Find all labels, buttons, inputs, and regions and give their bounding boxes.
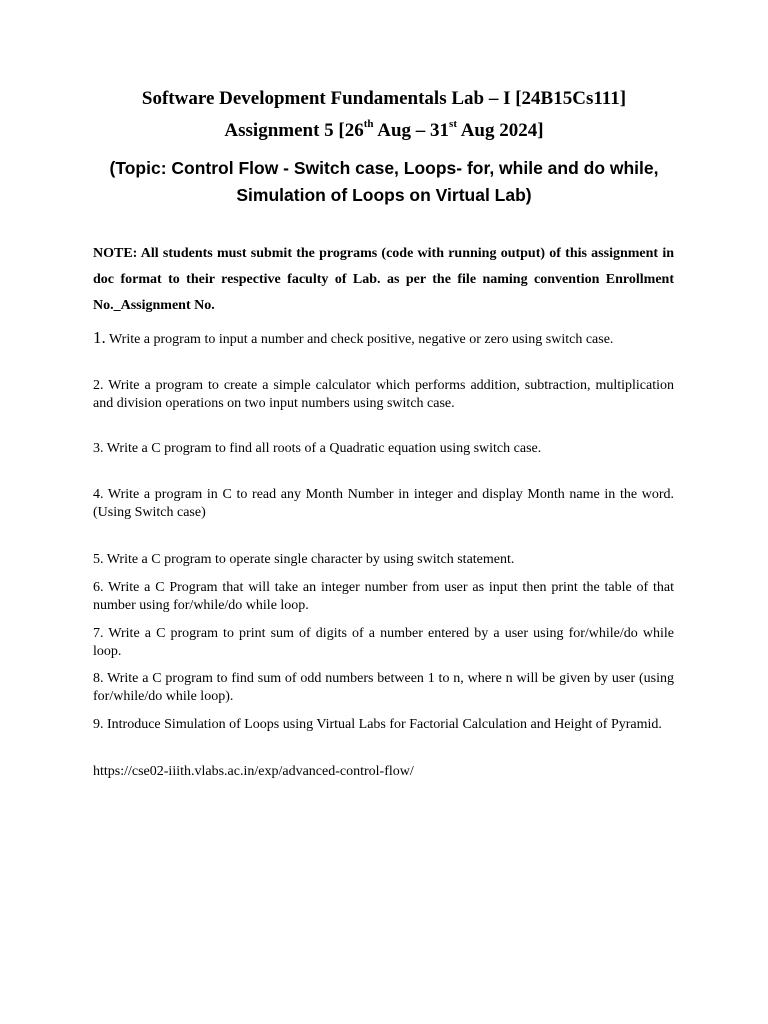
assignment-title-part: Aug 2024] — [457, 120, 544, 141]
question-item — [93, 551, 674, 569]
question-text: Write a program to input a number and check positive, negative or zero using switch case. — [105, 332, 614, 347]
document-title: Software Development Fundamentals Lab – I [24B15Cs111] — [141, 88, 627, 109]
question-number: 2. — [93, 378, 104, 393]
question-number: 7. — [93, 626, 104, 641]
question-item — [93, 377, 674, 413]
question-text: Write a C program to print sum of digits of a number entered by a user using for/while/do while loop. — [93, 626, 674, 659]
question-item — [93, 486, 674, 522]
assignment-title-part: Assignment 5 [26 — [224, 120, 364, 141]
topic-line: (Topic: Control Flow - Switch case, Loops- for, while and do while, — [109, 158, 659, 178]
question-item — [93, 329, 674, 349]
question-number: 3. — [93, 441, 104, 456]
topic-heading — [60, 155, 708, 209]
virtual-lab-link[interactable]: https://cse02-iiith.vlabs.ac.in/exp/advanced-control-flow/ — [93, 764, 414, 779]
superscript: th — [363, 118, 374, 130]
question-item — [93, 440, 674, 458]
submission-note: NOTE: All students must submit the programs (code with running output) of this assignment in doc format to their respective faculty of Lab. as per the file naming convention Enrollment No._Assignment No. — [93, 246, 674, 313]
assignment-title — [0, 120, 768, 142]
question-number: 6. — [93, 580, 104, 595]
question-number: 4. — [93, 487, 104, 502]
question-item — [93, 716, 674, 734]
question-text: Write a C Program that will take an integer number from user as input then print the table of that number using for/while/do while loop. — [93, 580, 674, 613]
question-item — [93, 625, 674, 661]
question-item — [93, 670, 674, 706]
question-item — [93, 579, 674, 615]
question-number: 8. — [93, 671, 104, 686]
topic-line: Simulation of Loops on Virtual Lab) — [236, 185, 532, 205]
question-text: Introduce Simulation of Loops using Virtual Labs for Factorial Calculation and Height of Pyramid. — [103, 717, 662, 732]
question-text: Write a program to create a simple calculator which performs addition, subtraction, multiplication and division operations on two input numbers using switch case. — [93, 378, 674, 411]
question-text: Write a program in C to read any Month Number in integer and display Month name in the word. (Using Switch case) — [93, 487, 674, 520]
question-number: 1. — [93, 328, 106, 347]
question-text: Write a C program to operate single character by using switch statement. — [103, 552, 515, 567]
question-number: 5. — [93, 552, 104, 567]
question-number: 9. — [93, 717, 104, 732]
assignment-title-part: Aug – 31 — [373, 120, 450, 141]
question-text: Write a C program to find all roots of a Quadratic equation using switch case. — [103, 441, 542, 456]
superscript: st — [449, 118, 457, 130]
question-text: Write a C program to find sum of odd numbers between 1 to n, where n will be given by user (using for/while/do while loop). — [93, 671, 674, 704]
